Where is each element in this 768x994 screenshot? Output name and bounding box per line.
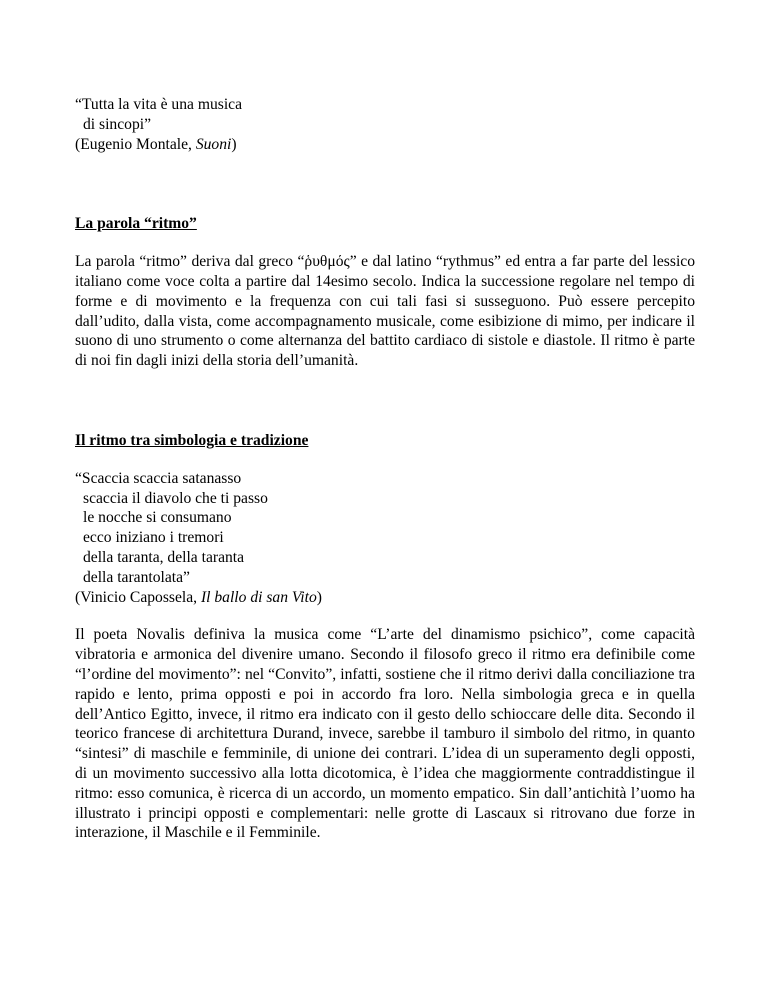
epigraph-line: “Tutta la vita è una musica — [75, 96, 243, 113]
quote-line: scaccia il diavolo che ti passo — [83, 489, 268, 507]
epigraph-montale — [75, 95, 695, 154]
section-heading-simbologia: Il ritmo tra simbologia e tradizione — [75, 431, 309, 449]
source-prefix: (Vinicio Capossela, — [75, 588, 201, 606]
section-heading-ritmo: La parola “ritmo” — [75, 215, 197, 233]
epigraph-line: di sincopi” — [83, 115, 151, 133]
quote-line: “Scaccia scaccia satanasso — [75, 469, 242, 487]
quote-line: ecco iniziano i tremori — [83, 529, 224, 547]
quote-line: della taranta, della taranta — [83, 548, 245, 566]
source-prefix: (Eugenio Montale, — [75, 135, 196, 153]
source-title: Il ballo di san Vito — [200, 588, 317, 606]
source-suffix: ) — [231, 135, 237, 153]
epigraph-source — [75, 135, 695, 155]
epigraph-capossela — [75, 469, 695, 608]
quote-source — [75, 588, 695, 608]
source-suffix: ) — [316, 588, 322, 606]
quote-line: le nocche si consumano — [83, 509, 232, 527]
document-page — [75, 95, 695, 843]
paragraph-ritmo: La parola “ritmo” deriva dal greco “ῥυθμός” e dal latino “rythmus” ed entra a far parte del lessico italiano come voce colta a partire dal 14esimo secolo. Indica la successione regolare nel tempo di forme e di movimento e la frequenza con cui tali fasi si susseguono. Può essere percepito dall’udito, dalla vista, come accompagnamento musicale, come esibizione di mimo, per indicare il suono di uno strumento o come alternanza del battito cardiaco di sistole e diastole. Il ritmo è parte di noi fin dagli inizi della storia dell’umanità. — [75, 253, 695, 370]
quote-line: della tarantolata” — [83, 568, 190, 586]
paragraph-simbologia: Il poeta Novalis definiva la musica come “L’arte del dinamismo psichico”, come capacità vibratoria e armonica del divenire umano. Secondo il filosofo greco il ritmo era definibile come “l’ordine del movimento”: nel “Convito”, infatti, sostiene che il ritmo derivi dalla conciliazione tra rapido e lento, prima opposti e poi in accordo fra loro. Nella simbologia greca e in quella dell’Antico Egitto, invece, il ritmo era indicato con il gesto dello schioccare delle dita. Secondo il teorico francese di architettura Durand, invece, sarebbe il tamburo il simbolo del ritmo, in quanto “sintesi” di maschile e femminile, di unione dei contrari. L’idea di un superamento degli opposti, di un movimento successivo alla lotta dicotomica, è l’idea che maggiormente contraddistingue il ritmo: esso comunica, è ricerca di un accordo, un momento empatico. Sin dall’antichità l’uomo ha illustrato i principi opposti e complementari: nelle grotte di Lascaux si ritrovano due forze in interazione, il Maschile e il Femminile. — [75, 626, 695, 842]
source-title: Suoni — [195, 135, 232, 153]
